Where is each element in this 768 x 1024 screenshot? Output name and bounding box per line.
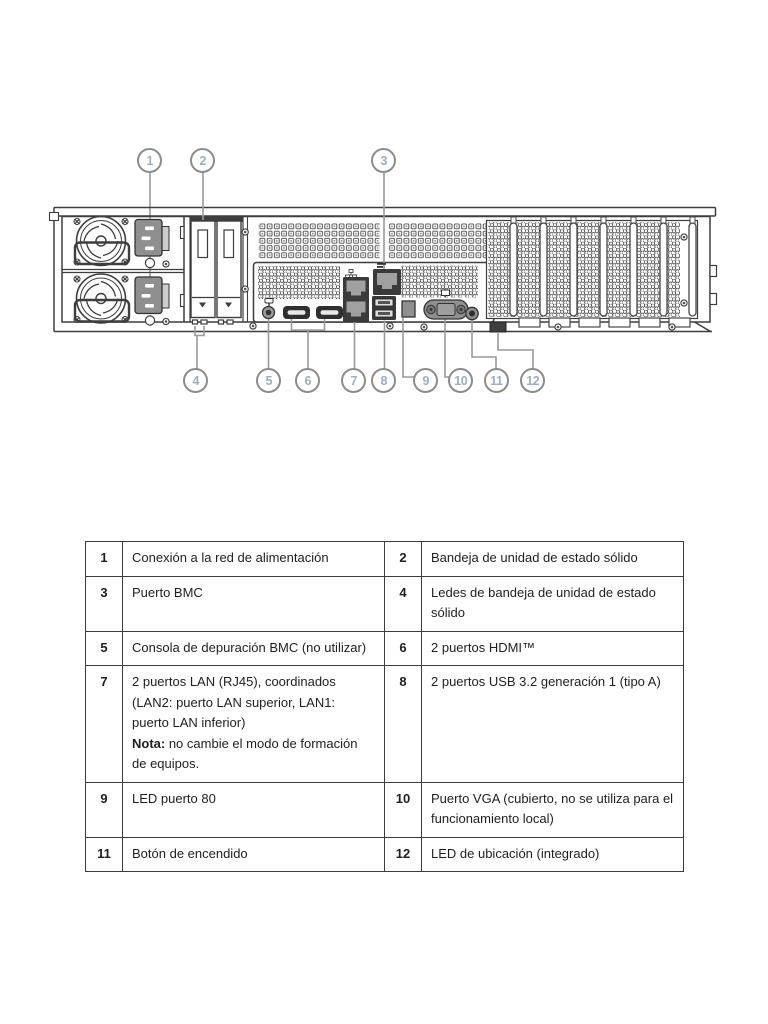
item-description: LED de ubicación (integrado) bbox=[422, 837, 684, 872]
item-description: Puerto VGA (cubierto, no se utiliza para el funcionamiento local) bbox=[422, 782, 684, 837]
callout-2: 2 bbox=[190, 148, 215, 173]
item-number: 10 bbox=[385, 782, 422, 837]
location-led bbox=[490, 322, 506, 332]
item-number: 2 bbox=[385, 542, 422, 577]
table-row bbox=[86, 782, 684, 837]
callout-7: 7 bbox=[341, 368, 366, 393]
psu-top bbox=[74, 217, 169, 268]
legend-table bbox=[85, 541, 684, 872]
port80-led bbox=[402, 301, 415, 317]
ssd-tray-section bbox=[181, 217, 249, 325]
ssd-tray-2 bbox=[217, 221, 241, 318]
item-number: 3 bbox=[86, 576, 123, 631]
power-button bbox=[466, 307, 478, 319]
item-number: 5 bbox=[86, 631, 123, 666]
callout-12: 12 bbox=[520, 368, 545, 393]
item-description: LED puerto 80 bbox=[123, 782, 385, 837]
callout-5: 5 bbox=[256, 368, 281, 393]
io-vent-right bbox=[401, 266, 478, 298]
item-number: 12 bbox=[385, 837, 422, 872]
rear-panel-diagram bbox=[0, 0, 768, 430]
pci-slot-section bbox=[487, 217, 698, 327]
top-vent-grille bbox=[258, 223, 493, 259]
item-number: 11 bbox=[86, 837, 123, 872]
table-row bbox=[86, 542, 684, 577]
ssd-tray-1 bbox=[191, 221, 215, 318]
callout-1: 1 bbox=[137, 148, 162, 173]
item-description: Bandeja de unidad de estado sólido bbox=[422, 542, 684, 577]
io-vent-left bbox=[258, 266, 340, 299]
item-description: 2 puertos USB 3.2 generación 1 (tipo A) bbox=[422, 666, 684, 783]
item-number: 6 bbox=[385, 631, 422, 666]
item-number: 4 bbox=[385, 576, 422, 631]
psu-bottom bbox=[74, 274, 169, 325]
lan-ports-rj45 bbox=[343, 270, 369, 323]
usb-ports bbox=[372, 296, 396, 320]
monitor-icon bbox=[442, 290, 450, 296]
callout-4: 4 bbox=[183, 368, 208, 393]
table-row bbox=[86, 666, 684, 783]
item-number: 8 bbox=[385, 666, 422, 783]
item-description: 2 puertos HDMI™ bbox=[422, 631, 684, 666]
item-description: 2 puertos LAN (RJ45), coordinados (LAN2: puerto LAN superior, LAN1: puerto LAN inferior) Nota: no cambie el modo de formación de equipos. bbox=[123, 666, 385, 783]
hdmi-port-2 bbox=[316, 306, 343, 319]
callout-11: 11 bbox=[484, 368, 509, 393]
callout-6: 6 bbox=[295, 368, 320, 393]
hdmi-port-1 bbox=[283, 306, 310, 319]
item-number: 9 bbox=[86, 782, 123, 837]
item-note: Nota: no cambie el modo de formación de equipos. bbox=[132, 735, 358, 771]
rear-panel-illustration bbox=[0, 0, 768, 430]
item-description: Conexión a la red de alimentación bbox=[123, 542, 385, 577]
table-row bbox=[86, 837, 684, 872]
table-row bbox=[86, 631, 684, 666]
item-description: Puerto BMC bbox=[123, 576, 385, 631]
item-description: Ledes de bandeja de unidad de estado sólido bbox=[422, 576, 684, 631]
item-number: 7 bbox=[86, 666, 123, 783]
callout-8: 8 bbox=[371, 368, 396, 393]
item-description: Botón de encendido bbox=[123, 837, 385, 872]
item-number: 1 bbox=[86, 542, 123, 577]
callout-10: 10 bbox=[448, 368, 473, 393]
callout-9: 9 bbox=[413, 368, 438, 393]
callout-3: 3 bbox=[371, 148, 396, 173]
table-row bbox=[86, 576, 684, 631]
item-description: Consola de depuración BMC (no utilizar) bbox=[123, 631, 385, 666]
